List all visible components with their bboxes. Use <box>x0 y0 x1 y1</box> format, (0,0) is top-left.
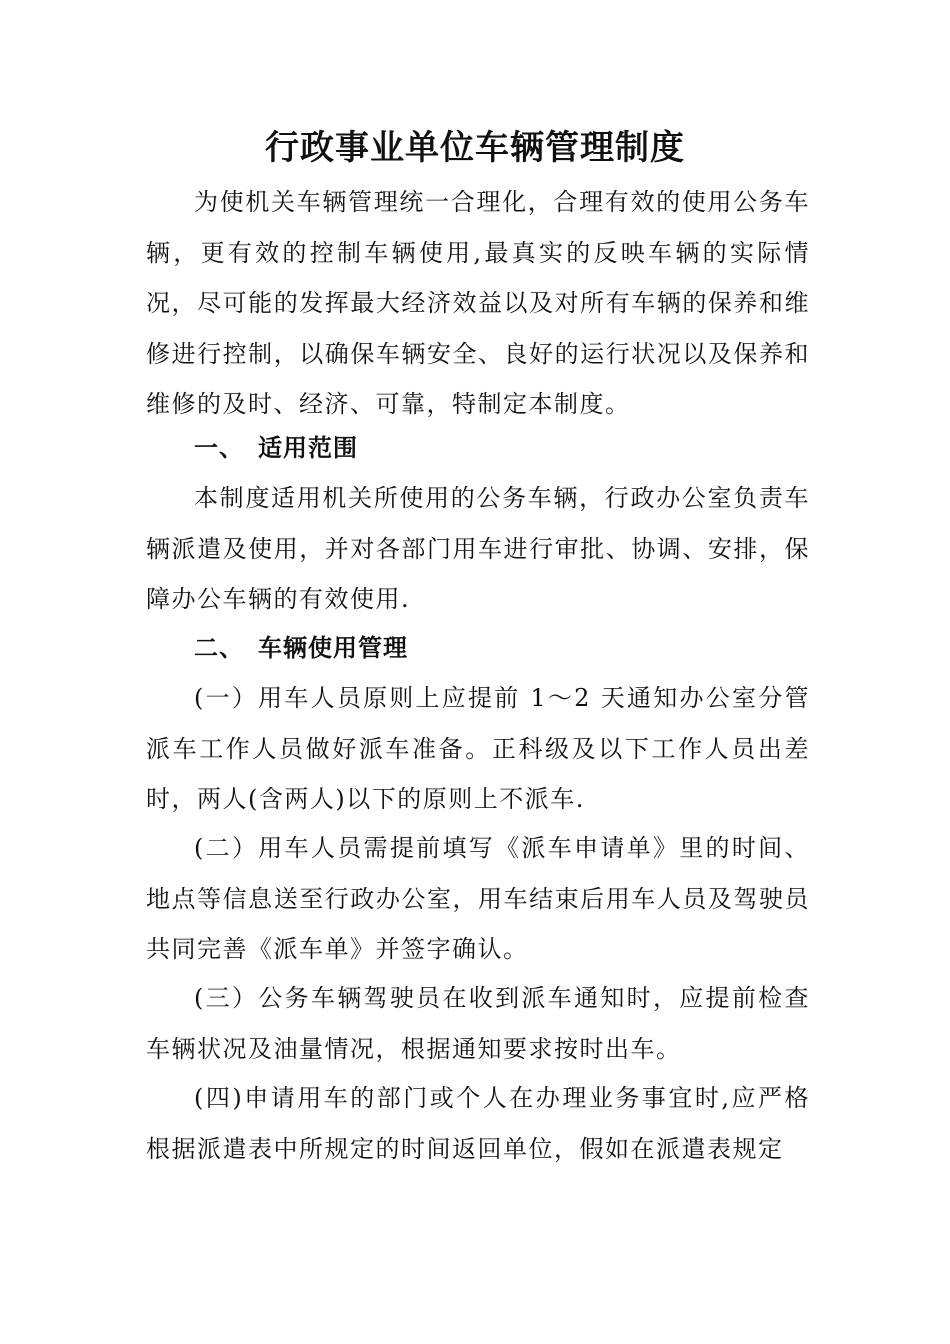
scope-paragraph: 本制度适用机关所使用的公务车辆，行政办公室负责车辆派遣及使用，并对各部门用车进行审批、协调、安排，保障办公车辆的有效使用. <box>146 484 810 613</box>
section-title: 车辆使用管理 <box>258 634 408 662</box>
intro-paragraph: 为使机关车辆管理统一合理化，合理有效的使用公务车辆，更有效的控制车辆使用,最真实的反映车辆的实际情况，尽可能的发挥最大经济效益以及对所有车辆的保养和维修进行控制，以确保车辆安全、良好的运行状况以及保养和维修的及时、经济、可靠，特制定本制度。 <box>146 188 810 418</box>
page-title: 行政事业单位车辆管理制度 <box>265 128 685 168</box>
section-heading-vehicle-use <box>194 623 408 673</box>
section-number: 二、 <box>194 634 244 662</box>
rule-item-2: (二）用车人员需提前填写《派车申请单》里的时间、地点等信息送至行政办公室，用车结束后用车人员及驾驶员共同完善《派车单》并签字确认。 <box>146 834 810 963</box>
rule-item-1: (一）用车人员原则上应提前 1～2 天通知办公室分管派车工作人员做好派车准备。正科级及以下工作人员出差时，两人(含两人)以下的原则上不派车. <box>146 684 810 813</box>
section-heading-scope <box>194 423 358 473</box>
rule-item-3: (三）公务车辆驾驶员在收到派车通知时，应提前检查车辆状况及油量情况，根据通知要求按时出车。 <box>146 984 810 1063</box>
section-title: 适用范围 <box>258 434 358 462</box>
rule-item-4: (四)申请用车的部门或个人在办理业务事宜时,应严格根据派遣表中所规定的时间返回单位，假如在派遣表规定 <box>146 1084 810 1163</box>
section-number: 一、 <box>194 434 244 462</box>
